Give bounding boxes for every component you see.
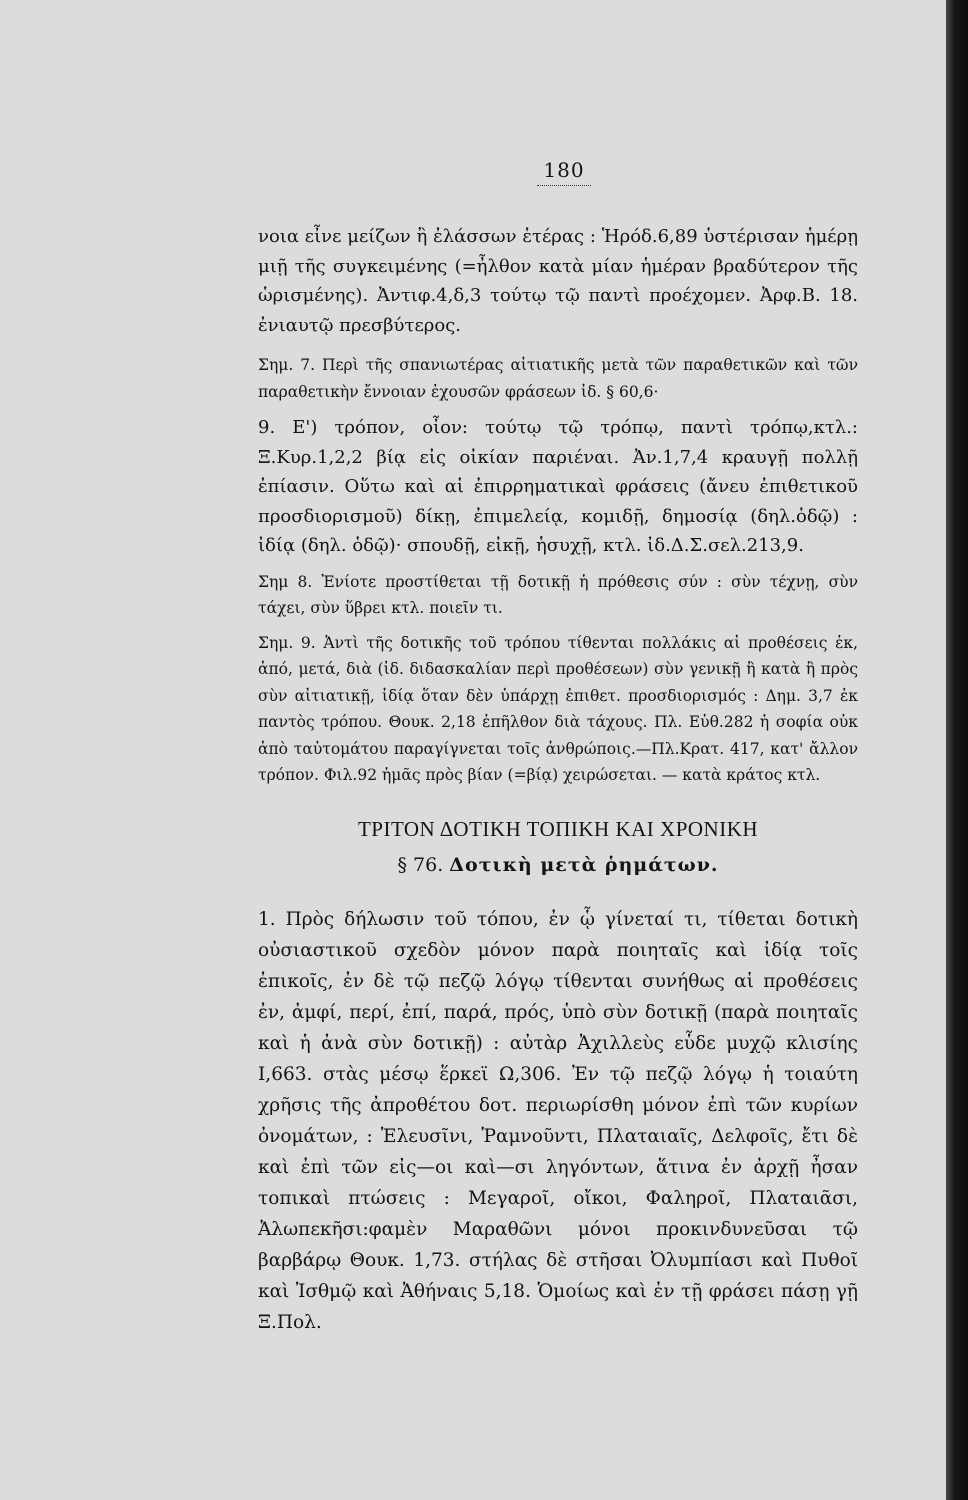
page-number: 180 (270, 158, 858, 182)
paragraph-continuation: νοια εἶνε μείζων ἢ ἐλάσσων ἑτέρας : Ἡρόδ.6,89 ὑστέρισαν ἡμέρῃ μιῇ τῆς συγκειμένης (=ἦλθον κατὰ μίαν ἡμέραν βραδύτερον τῆς ὡρισμένης). Ἀντιφ.4,δ,3 τούτῳ τῷ παντὶ προέχομεν. Ἀρφ.Β. 18. ἐνιαυτῷ πρεσβύτερος. (258, 226, 858, 336)
paragraph-9-manner: 9. Ε') τρόπον, οἷον: τούτῳ τῷ τρόπῳ, παντὶ τρόπῳ,κτλ.: Ξ.Κυρ.1,2,2 βίᾳ εἰς οἰκίαν παριέναι. Ἀν.1,7,4 κραυγῇ πολλῇ ἐπίασιν. Οὕτω καὶ αἱ ἐπιρρηματικαὶ φράσεις (ἄνευ ἐπιθετικοῦ προσδιορισμοῦ) δίκῃ, ἐπιμελείᾳ, κομιδῇ, δημοσίᾳ (δηλ.ὁδῷ) : ἰδίᾳ (δηλ. ὁδῷ)· σπουδῇ, εἰκῇ, ἡσυχῇ, κτλ. ἰδ.Δ.Σ.σελ.213,9. (258, 417, 858, 556)
note-8: Σημ 8. Ἐνίοτε προστίθεται τῇ δοτικῇ ἡ πρόθεσις σύν : σὺν τέχνῃ, σὺν τάχει, σὺν ὕβρει κτλ. ποιεῖν τι. (258, 572, 858, 617)
section-number: § 76. (397, 853, 444, 876)
note-7: Σημ. 7. Περὶ τῆς σπανιωτέρας αἰτιατικῆς μετὰ τῶν παραθετικῶν καὶ τῶν παραθετικὴν ἔννοιαν ἐχουσῶν φράσεων ἰδ. § 60,6· (258, 356, 858, 401)
book-spine-edge (946, 0, 968, 1500)
section-title: Δοτικὴ μετὰ ῥημάτων. (449, 853, 719, 876)
section-heading (258, 854, 858, 876)
page-content (258, 158, 858, 1338)
paragraph-1-place: 1. Πρὸς δήλωσιν τοῦ τόπου, ἐν ᾧ γίνεταί τι, τίθεται δοτικὴ οὐσιαστικοῦ σχεδὸν μόνον παρὰ ποιηταῖς καὶ ἰδίᾳ τοῖς ἐπικοῖς, ἐν δὲ τῷ πεζῷ λόγῳ τίθενται συνήθως αἱ προθέσεις ἐν, ἀμφί, περί, ἐπί, παρά, πρός, ὑπὸ σὺν δοτικῇ (παρὰ ποιηταῖς καὶ ἡ ἀνὰ σὺν δοτικῇ) : αὐτὰρ Ἀχιλλεὺς εὗδε μυχῷ κλισίης Ι,663. στὰς μέσῳ ἕρκεϊ Ω,306. Ἐν τῷ πεζῷ λόγῳ ἡ τοιαύτη χρῆσις τῆς ἀπροθέτου δοτ. περιωρίσθη μόνον ἐπὶ τῶν κυρίων ὀνομάτων, : Ἐλευσῖνι, Ῥαμνοῦντι, Πλαταιαῖς, Δελφοῖς, ἔτι δὲ καὶ ἐπὶ τῶν εἰς—οι καὶ—σι ληγόντων, ἅτινα ἐν ἀρχῇ ἦσαν τοπικαὶ πτώσεις : Μεγαροῖ, οἴκοι, Φαληροῖ, Πλαταιᾶσι, Ἀλωπεκῆσι:φαμὲν Μαραθῶνι μόνοι προκινδυνεῦσαι τῷ βαρβάρῳ Θουκ. 1,73. στήλας δὲ στῆσαι Ὀλυμπίασι καὶ Πυθοῖ καὶ Ἰσθμῷ καὶ Ἀθήναις 5,18. Ὁμοίως καὶ ἐν τῇ φράσει πάσῃ γῇ Ξ.Πολ. (258, 908, 858, 1333)
chapter-heading: ΤΡΙΤΟΝ ΔΟΤΙΚΗ ΤΟΠΙΚΗ ΚΑΙ ΧΡΟΝΙΚΗ (357, 816, 759, 841)
note-9: Σημ. 9. Ἀντὶ τῆς δοτικῆς τοῦ τρόπου τίθενται πολλάκις αἱ προθέσεις ἐκ, ἀπό, μετά, διὰ (ἰδ. διδασκαλίαν περὶ προθέσεων) σὺν γενικῇ ἢ κατὰ ἢ πρὸς σὺν αἰτιατικῇ, ἰδίᾳ ὅταν δὲν ὑπάρχῃ ἐπιθετ. προσδιορισμός : Δημ. 3,7 ἐκ παντὸς τρόπου. Θουκ. 2,18 ἐπῆλθον διὰ τάχους. Πλ. Εὐθ.282 ἡ σοφία οὐκ ἀπὸ ταὐτομάτου παραγίγνεται τοῖς ἀνθρώποις.—Πλ.Κρατ. 417, κατ' ἄλλον τρόπον. Φιλ.92 ἡμᾶς πρὸς βίαν (=βίᾳ) χειρώσεται. — κατὰ κράτος κτλ. (258, 633, 858, 784)
